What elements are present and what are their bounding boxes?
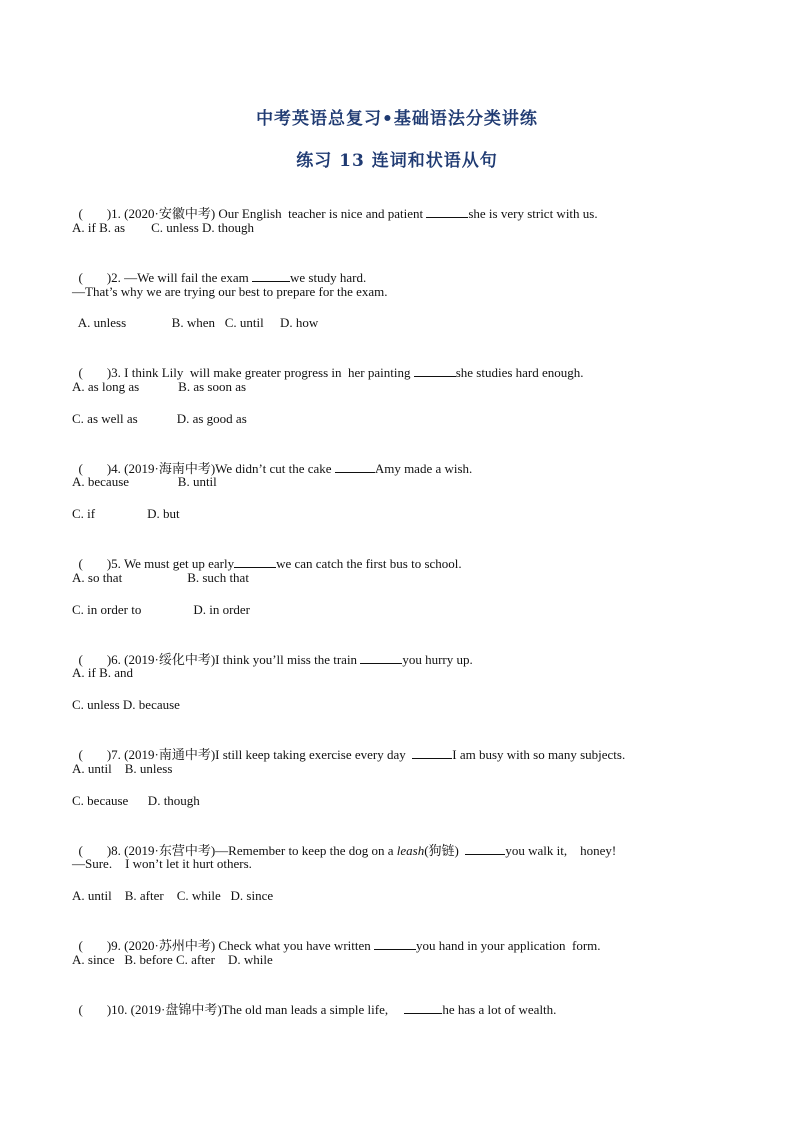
question-text: )6. (2019·绥化中考)I think you’ll miss the train [106, 652, 361, 667]
question-7 [72, 728, 625, 764]
paren-open: ( [78, 1002, 83, 1017]
question-1 [72, 187, 598, 223]
paren-open: ( [78, 652, 83, 667]
question-text-after: Amy made a wish. [374, 461, 473, 476]
options-5b: C. in order to D. in order [72, 602, 251, 617]
question-8-reply: —Sure. I won’t let it hurt others. [72, 856, 252, 871]
options-4b: C. if D. but [72, 506, 180, 521]
question-text-after: we study hard. [290, 270, 367, 285]
question-text-after: I am busy with so many subjects. [452, 747, 626, 762]
options-9: A. since B. before C. after D. while [72, 952, 273, 967]
question-text-after: she is very strict with us. [468, 206, 598, 221]
question-9 [72, 919, 601, 955]
answer-blank[interactable] [465, 842, 505, 855]
answer-blank[interactable] [414, 364, 456, 377]
question-text: )7. (2019·南通中考)I still keep taking exercise every day [106, 747, 413, 762]
answer-blank[interactable] [426, 205, 468, 218]
question-text-after: you walk it, honey! [505, 843, 617, 858]
answer-blank[interactable] [412, 746, 452, 759]
page-subtitle: 练习 13 连词和状语从句 [296, 151, 498, 171]
question-text-after: he has a lot of wealth. [442, 1002, 557, 1017]
question-text-after: she studies hard enough. [455, 365, 584, 380]
question-text: )1. (2020·安徽中考) Our English teacher is nice and patient [106, 206, 427, 221]
paren-open: ( [78, 556, 83, 571]
answer-blank[interactable] [374, 937, 416, 950]
question-10 [72, 983, 556, 1019]
answer-blank[interactable] [335, 460, 375, 473]
paren-open: ( [78, 843, 83, 858]
question-text-after: you hurry up. [402, 652, 473, 667]
options-4a: A. because B. until [72, 474, 217, 489]
page-title: 中考英语总复习•基础语法分类讲练 [256, 109, 538, 129]
question-text: )5. We must get up early [106, 556, 235, 571]
options-3a: A. as long as B. as soon as [72, 379, 247, 394]
paren-open: ( [78, 938, 83, 953]
options-2: A. unless B. when C. until D. how [72, 315, 319, 330]
paren-open: ( [78, 270, 83, 285]
question-3 [72, 346, 584, 382]
options-8: A. until B. after C. while D. since [72, 888, 274, 903]
options-7a: A. until B. unless [72, 761, 173, 776]
options-6a: A. if B. and [72, 665, 134, 680]
answer-blank[interactable] [404, 1001, 442, 1014]
question-2-reply: —That’s why we are trying our best to prepare for the exam. [72, 284, 388, 299]
question-text-after: we can catch the first bus to school. [276, 556, 462, 571]
question-text: )2. —We will fail the exam [106, 270, 253, 285]
paren-open: ( [78, 747, 83, 762]
options-3b: C. as well as D. as good as [72, 411, 247, 426]
paren-open: ( [78, 365, 83, 380]
answer-blank[interactable] [360, 651, 402, 664]
question-5 [72, 537, 462, 573]
options-7b: C. because D. though [72, 793, 200, 808]
question-text: )3. I think Lily will make greater progress in her painting [106, 365, 414, 380]
options-6b: C. unless D. because [72, 697, 180, 712]
paren-open: ( [78, 461, 83, 476]
options-5a: A. so that B. such that [72, 570, 249, 585]
paren-open: ( [78, 206, 83, 221]
answer-blank[interactable] [252, 269, 290, 282]
question-text: )4. (2019·海南中考)We didn’t cut the cake [106, 461, 335, 476]
question-text: )10. (2019·盘锦中考)The old man leads a simple life, [106, 1002, 405, 1017]
answer-blank[interactable] [234, 555, 276, 568]
options-1: A. if B. as C. unless D. though [72, 220, 254, 235]
question-text-after: you hand in your application form. [416, 938, 601, 953]
question-text: )8. (2019·东营中考)—Remember to keep the dog on a leash(狗链) [106, 843, 466, 858]
question-text: )9. (2020·苏州中考) Check what you have written [106, 938, 375, 953]
question-2 [72, 251, 366, 287]
